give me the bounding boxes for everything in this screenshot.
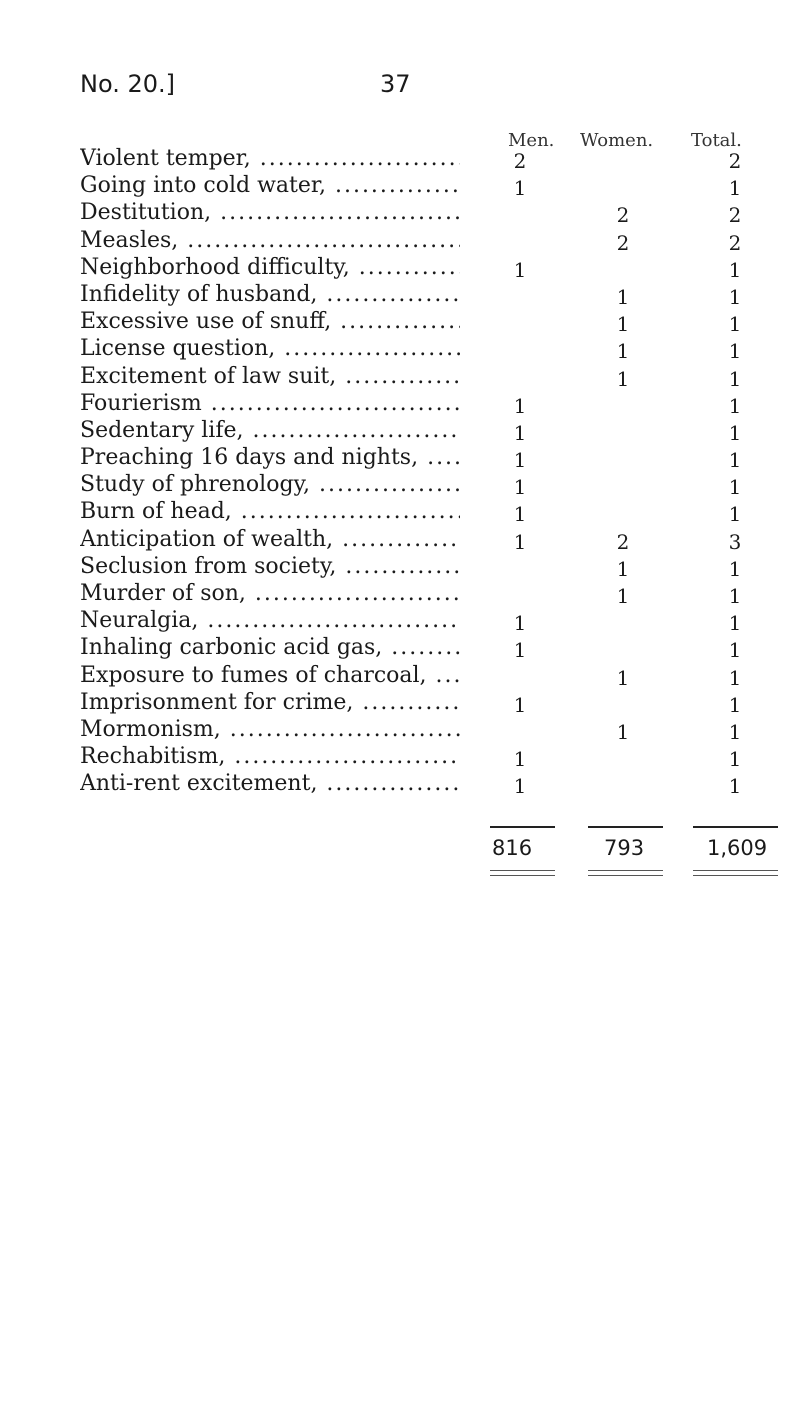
total-count: 1 <box>728 176 742 201</box>
table-row <box>80 526 780 553</box>
cause-label: Preaching 16 days and nights, ..... <box>80 444 460 471</box>
table-row <box>80 689 780 716</box>
table-row <box>80 662 780 689</box>
cause-label: Anti-rent excitement, ..... <box>80 770 460 797</box>
table-row <box>80 553 780 580</box>
total-count: 2 <box>728 203 742 228</box>
header-total: Total. <box>691 130 742 151</box>
table-row <box>80 308 780 335</box>
double-rule-women-2 <box>588 875 663 876</box>
double-rule-total-2 <box>693 875 778 876</box>
cause-label: Violent temper, ..... <box>80 145 460 172</box>
total-count: 1 <box>728 556 742 581</box>
women-count: 2 <box>616 529 630 554</box>
issue-label: No. 20.] <box>80 70 176 98</box>
causes-table <box>80 145 780 798</box>
men-count: 1 <box>513 393 527 418</box>
women-count: 1 <box>616 366 630 391</box>
cause-label: Seclusion from society, ..... <box>80 553 460 580</box>
totals-row <box>80 826 780 896</box>
women-count: 2 <box>616 230 630 255</box>
total-men: 816 <box>492 836 533 860</box>
double-rule-women-1 <box>588 870 663 871</box>
total-women: 793 <box>604 836 645 860</box>
women-count: 1 <box>616 719 630 744</box>
table-row <box>80 498 780 525</box>
table-row <box>80 716 780 743</box>
men-count: 1 <box>513 502 527 527</box>
total-count: 1 <box>728 692 742 717</box>
cause-label: Imprisonment for crime, ..... <box>80 689 460 716</box>
table-row <box>80 390 780 417</box>
cause-label: Study of phrenology, ..... <box>80 471 460 498</box>
table-row <box>80 335 780 362</box>
rule-total <box>693 826 778 828</box>
cause-label: Excitement of law suit, ..... <box>80 363 460 390</box>
cause-label: Burn of head, ..... <box>80 498 460 525</box>
men-count: 1 <box>513 257 527 282</box>
women-count: 1 <box>616 339 630 364</box>
table-row <box>80 417 780 444</box>
total-count: 3 <box>728 529 742 554</box>
total-count: 2 <box>728 149 742 173</box>
table-row <box>80 172 780 199</box>
total-count: 1 <box>728 339 742 364</box>
rule-men <box>490 826 555 828</box>
cause-label: Murder of son, ..... <box>80 580 460 607</box>
men-count: 1 <box>513 176 527 201</box>
men-count: 1 <box>513 475 527 500</box>
women-count: 1 <box>616 665 630 690</box>
total-count: 1 <box>728 448 742 473</box>
table-row <box>80 444 780 471</box>
cause-label: Rechabitism, ..... <box>80 743 460 770</box>
men-count: 2 <box>513 149 527 173</box>
cause-label: Going into cold water, ..... <box>80 172 460 199</box>
women-count: 1 <box>616 284 630 309</box>
men-count: 1 <box>513 638 527 663</box>
cause-label: Mormonism, ..... <box>80 716 460 743</box>
table-row <box>80 363 780 390</box>
total-count: 1 <box>728 584 742 608</box>
men-count: 1 <box>513 448 527 473</box>
cause-label: Inhaling carbonic acid gas, ..... <box>80 634 460 661</box>
table-row <box>80 743 780 770</box>
cause-label: Anticipation of wealth, ..... <box>80 526 460 553</box>
cause-label: Neuralgia, ..... <box>80 607 460 634</box>
table-row <box>80 770 780 797</box>
women-count: 1 <box>616 584 630 608</box>
total-count: 1 <box>728 747 742 772</box>
total-count: 1 <box>728 719 742 744</box>
cause-label: License question, ..... <box>80 335 460 362</box>
total-count: 1 <box>728 312 742 337</box>
table-row <box>80 281 780 308</box>
men-count: 1 <box>513 747 527 772</box>
men-count: 1 <box>513 692 527 717</box>
men-count: 1 <box>513 420 527 445</box>
total-count: 1 <box>728 475 742 500</box>
total-count: 1 <box>728 665 742 690</box>
total-count: 1 <box>728 393 742 418</box>
total-count: 1 <box>728 502 742 527</box>
header-women: Women. <box>580 130 654 151</box>
men-count: 1 <box>513 529 527 554</box>
table-row <box>80 607 780 634</box>
table-row <box>80 634 780 661</box>
cause-label: Sedentary life, ..... <box>80 417 460 444</box>
total-all: 1,609 <box>707 836 768 860</box>
cause-label: Exposure to fumes of charcoal, ..... <box>80 662 460 689</box>
table-row <box>80 227 780 254</box>
women-count: 1 <box>616 312 630 337</box>
double-rule-men-1 <box>490 870 555 871</box>
cause-label: Destitution, ..... <box>80 199 460 226</box>
table-row <box>80 199 780 226</box>
table-row <box>80 580 780 607</box>
total-count: 1 <box>728 774 742 799</box>
cause-label: Infidelity of husband, ..... <box>80 281 460 308</box>
page-number: 37 <box>380 70 411 98</box>
total-count: 1 <box>728 284 742 309</box>
cause-label: Measles, ..... <box>80 227 460 254</box>
cause-label: Excessive use of snuff, ..... <box>80 308 460 335</box>
total-count: 1 <box>728 611 742 636</box>
table-row <box>80 471 780 498</box>
women-count: 1 <box>616 556 630 581</box>
men-count: 1 <box>513 774 527 799</box>
rule-women <box>588 826 663 828</box>
cause-label: Fourierism ..... <box>80 390 460 417</box>
total-count: 1 <box>728 366 742 391</box>
table-row <box>80 254 780 281</box>
double-rule-men-2 <box>490 875 555 876</box>
header-men: Men. <box>508 130 555 151</box>
page-header <box>80 60 761 100</box>
total-count: 1 <box>728 420 742 445</box>
total-count: 2 <box>728 230 742 255</box>
double-rule-total-1 <box>693 870 778 871</box>
total-count: 1 <box>728 638 742 663</box>
women-count: 2 <box>616 203 630 228</box>
men-count: 1 <box>513 611 527 636</box>
table-row <box>80 145 780 172</box>
cause-label: Neighborhood difficulty, ..... <box>80 254 460 281</box>
total-count: 1 <box>728 257 742 282</box>
